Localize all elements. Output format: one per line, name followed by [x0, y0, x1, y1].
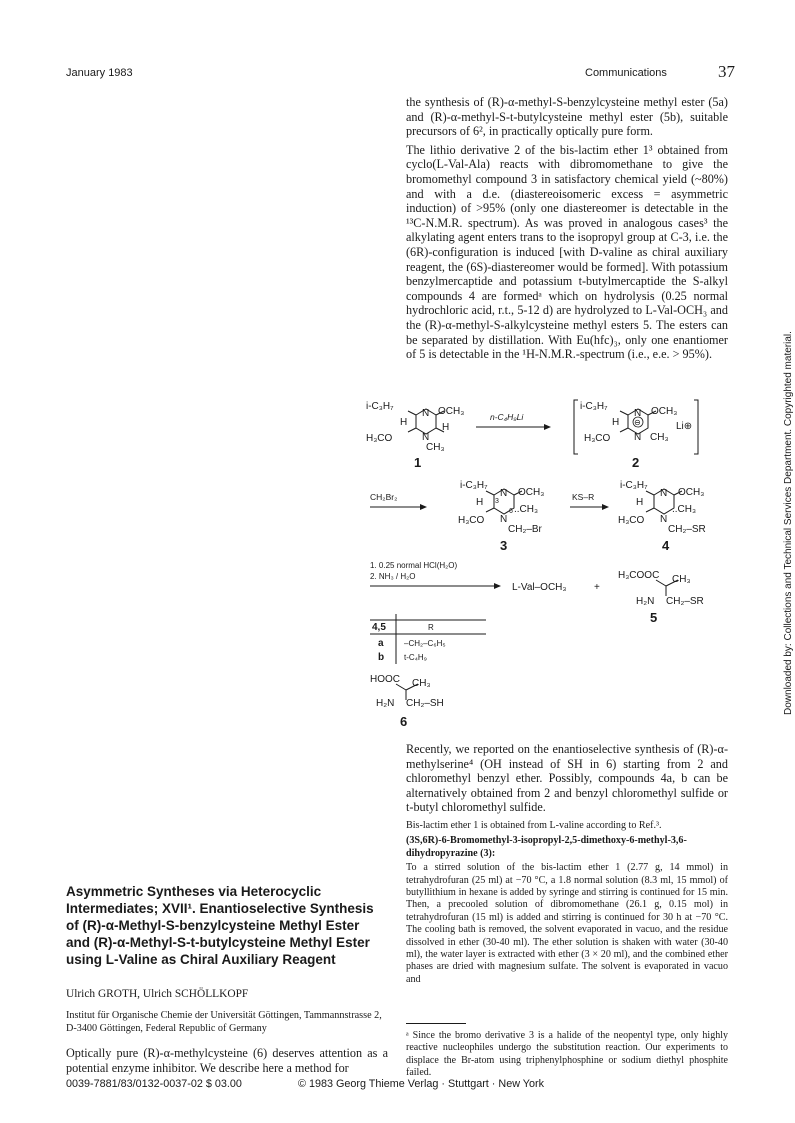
compound-1-methyl: CH₃: [426, 442, 445, 453]
intro-paragraph: Optically pure (R)-α-methylcysteine (6) deserves attention as a potential enzyme inhibitor. We describe here a method for: [66, 1046, 388, 1075]
compound-3-ome-right: OCH₃: [518, 487, 545, 498]
experimental-heading: (3S,6R)-6-Bromomethyl-3-isopropyl-2,5-dimethoxy-6-methyl-3,6-dihydropyrazine (3):: [406, 835, 687, 859]
authors: Ulrich GROTH, Ulrich SCHÖLLKOPF: [66, 988, 249, 1000]
footnote-rule: [406, 1023, 466, 1024]
table-header-compound: 4,5: [372, 622, 386, 633]
header-section: Communications: [585, 67, 667, 79]
compound-4-ome-right: OCH₃: [678, 487, 705, 498]
compound-4-h: H: [636, 497, 644, 508]
compound-5-structure: [618, 570, 704, 607]
paragraph-recent-work: Recently, we reported on the enantioselective synthesis of (R)-α-methylserine⁴ (OH instead of SH in 6) starting from 2 and chloromethyl benzyl ether. Possibly, compounds 4a, b can be alternatively obtained from 2 and benzyl chloromethyl sulfide or t-butyl chloromethyl sulfide.: [406, 742, 728, 815]
compound-4-thioether: CH₂–SR: [668, 524, 706, 535]
compound-1-ome-left: H₃CO: [366, 433, 393, 444]
table-header-r: R: [428, 623, 434, 632]
right-column-top: [406, 95, 728, 366]
footnote: ᵃ Since the bromo derivative 3 is a halide of the neopentyl type, only highly reactive nucleophiles undergo the substitution reaction. Our experiments to displace the Br-atom using triphenylphosphine or sodium diethyl phosphite failed.: [406, 1030, 728, 1078]
compound-4-isopropyl: i-C₃H₇: [620, 480, 648, 491]
compound-2-n-bottom: N: [634, 432, 642, 443]
compound-1-ome-right: OCH₃: [438, 406, 465, 417]
experimental-bislactim: Bis-lactim ether 1 is obtained from L-valine according to Ref.³.: [406, 820, 662, 831]
compound-4-label: 4: [662, 538, 670, 553]
footer-copyright: © 1983 Georg Thieme Verlag · Stuttgart · New York: [298, 1078, 545, 1090]
reaction-scheme: [366, 392, 736, 752]
compound-1-label: 1: [414, 455, 422, 470]
compound-2-label: 2: [632, 455, 640, 470]
compound-1-n-bottom: N: [422, 432, 430, 443]
compound-1-h-right: H: [442, 422, 450, 433]
compound-2-structure: [574, 400, 698, 454]
reagent-dibromomethane: CH₂Br₂: [370, 492, 398, 502]
compound-4-n-bottom: N: [660, 514, 668, 525]
compound-4-ome-left: H₃CO: [618, 515, 645, 526]
table-row-a-id: a: [378, 638, 384, 649]
compound-6-label: 6: [400, 714, 408, 729]
compound-6-structure: [370, 674, 444, 709]
article-title: Asymmetric Syntheses via Heterocyclic Intermediates; XVII¹. Enantioselective Synthesis of (R)-α-Methyl-S-benzylcysteine Methyl Ester and (R)-α-Methyl-S-t-butylcysteine Methyl Ester using L-Valine as Chiral Auxiliary Reagent: [66, 884, 374, 967]
right-column-recent: [406, 742, 728, 819]
compound-1-n-top: N: [422, 408, 430, 419]
compound-3-position-6: 6: [509, 508, 513, 515]
plus-sign: +: [594, 582, 600, 593]
reagent-mercaptide: KS–R: [572, 492, 595, 502]
hydrolysis-step-1: 1. 0.25 normal HCl(H₂O): [370, 561, 458, 570]
compound-1-structure: [366, 401, 464, 453]
compound-3-structure: [458, 480, 544, 535]
compound-5-label: 5: [650, 610, 658, 625]
compound-6-thiol: CH₂–SH: [406, 698, 444, 709]
compound-6-amine: H₂N: [376, 698, 395, 709]
compound-3-bromomethyl: CH₂–Br: [508, 524, 542, 535]
compound-5-amine: H₂N: [636, 596, 655, 607]
page-number: 37: [718, 62, 735, 81]
table-row-b-id: b: [378, 652, 385, 663]
experimental-procedure: To a stirred solution of the bis-lactim ether 1 (2.77 g, 14 mmol) in tetrahydrofuran (25 ml) at −70 °C, a 1.8 normal solution (8.3 ml, 15 mmol) of butyllithium in hexane is added by syringe and stirring is continued for 15 min. Then, a precooled solution of dibromomethane (26.1 g, 0.15 mol) in tetrahydrofuran (15 ml) is added and stirring is continued for 30 h at −70 °C. The cooling bath is removed, the solvent evaporated in vacuo, and the residue dissolved in ether (30-40 ml). The ether solution is shaken with water (30-40 ml), the water layer is extracted with ether (3 × 20 ml), and the combined ether phases are dried with magnesium sulfate. The solvent is evaporated in vacuo and: [406, 862, 728, 985]
table-row-a-r: –CH₂–C₆H₅: [404, 639, 446, 648]
compound-2-lithium: Li⊕: [676, 421, 693, 432]
compound-5-methyl: CH₃: [672, 574, 691, 585]
compound-2-carbanion: ⊖: [634, 418, 641, 427]
compound-6-methyl: CH₃: [412, 678, 431, 689]
experimental-section: [406, 820, 728, 989]
valine-methyl-ester: L-Val–OCH₃: [512, 582, 567, 593]
compound-4-methyl: ..CH₃: [672, 504, 697, 515]
compound-3-isopropyl: i-C₃H₇: [460, 480, 488, 491]
header-date: January 1983: [66, 67, 133, 79]
affiliation: Institut für Organische Chemie der Universität Göttingen, Tammannstrasse 2, D-3400 Göttingen, Federal Republic of Germany: [66, 1010, 382, 1034]
compound-6-acid: HOOC: [370, 674, 400, 685]
table-row-b-r: t-C₄H₉: [404, 653, 427, 662]
compound-3-label: 3: [500, 538, 508, 553]
compound-2-methyl: CH₃: [650, 432, 669, 443]
compound-2-ome-left: H₃CO: [584, 433, 611, 444]
paragraph-lithio-derivative: The lithio derivative 2 of the bis-lactim ether 1³ obtained from cyclo(L-Val-Ala) reacts with dibromomethane to give the bromomethyl compound 3 in satisfactory chemical yield (~80%) and with a d.e. (diastereoisomeric excess = asymmetric induction) of >95% (only one diastereomer is detectable in the ¹³C-N.M.R. spectrum). As was proved in analogous cases³ the alkylating agent enters trans to the isopropyl group at C-3, i.e. the (6R)-configuration is induced [with D-valine as chiral auxiliary reagent, the (6S)-diastereomer would be formed]. With potassium benzylmercaptide and potassium t-butylmercaptide the S-alkyl compounds 4 are formedᵃ which on hydrolysis (0.25 normal hydrochloric acid, r.t., 5-12 d) are hydrolyzed to L-Val-OCH₃ and the (R)-α-methyl-S-alkylcysteine methyl esters 5. The esters can be separated by distillation. With Eu(hfc)₃, only one enantiomer of 5 is detectable in the ¹H-N.M.R.-spectrum (i.e., e.e. > 95%).: [406, 142, 728, 362]
paragraph-intro-continued: the synthesis of (R)-α-methyl-S-benzylcysteine methyl ester (5a) and (R)-α-methyl-S-t-butylcysteine methyl ester (5b), suitable precursors of 6², in practically optically pure form.: [406, 95, 728, 139]
compound-5-thioether: CH₂–SR: [666, 596, 704, 607]
compound-2-isopropyl: i-C₃H₇: [580, 401, 608, 412]
compound-1-h-left: H: [400, 417, 408, 428]
compound-3-position-3: 3: [495, 498, 499, 505]
compound-3-h: H: [476, 497, 484, 508]
compound-3-methyl: ..CH₃: [514, 504, 539, 515]
hydrolysis-step-2: 2. NH₃ / H₂O: [370, 572, 416, 581]
reagent-butyllithium: n-C₄H₉Li: [490, 412, 524, 422]
compound-3-ome-left: H₃CO: [458, 515, 485, 526]
compound-4-structure: [618, 480, 706, 535]
download-notice: Downloaded by: Collections and Technical Services Department. Copyrighted material.: [783, 331, 794, 715]
compound-4-n-top: N: [660, 488, 668, 499]
compound-2-n-top: N: [634, 408, 642, 419]
compound-3-n-top: N: [500, 488, 508, 499]
compound-5-ester: H₃COOC: [618, 570, 660, 581]
compound-2-h: H: [612, 417, 620, 428]
footer-code: 0039-7881/83/0132-0037-02 $ 03.00: [66, 1078, 242, 1090]
compound-1-isopropyl: i-C₃H₇: [366, 401, 394, 412]
compound-2-ome-right: OCH₃: [651, 406, 678, 417]
compound-3-n-bottom: N: [500, 514, 508, 525]
substituent-table: [370, 614, 486, 664]
